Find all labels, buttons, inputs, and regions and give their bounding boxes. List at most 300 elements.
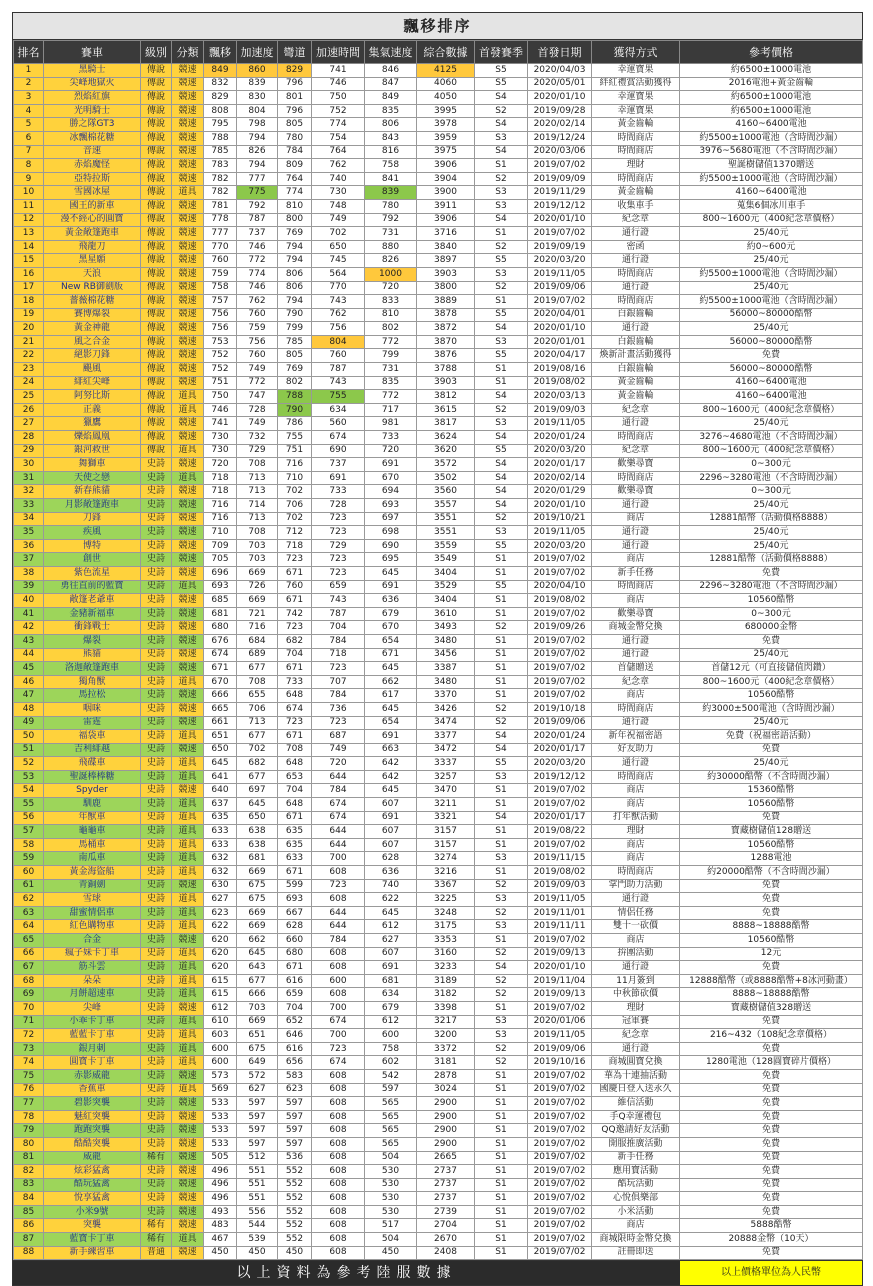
cell-分類: 競速 [172, 1192, 204, 1206]
cell-參考價格: 約6500±1000電池 [680, 91, 863, 105]
cell-加速時間: 644 [312, 920, 365, 934]
cell-級別: 史詩 [141, 852, 172, 866]
cell-綜合數據: 3387 [417, 662, 475, 676]
cell-級別: 史詩 [141, 798, 172, 812]
cell-級別: 傳說 [141, 349, 172, 363]
cell-飄移: 680 [204, 621, 237, 635]
cell-集氣速度: 690 [365, 539, 417, 553]
cell-飄移: 633 [204, 825, 237, 839]
cell-級別: 史詩 [141, 675, 172, 689]
cell-加速度: 681 [237, 852, 278, 866]
cell-賽車: 漫不經心的圓寶 [44, 213, 141, 227]
cell-獲得方式: 商城限時金幣兌換 [592, 1233, 680, 1247]
cell-首發日期: 2019/11/01 [528, 906, 592, 920]
cell-排名: 22 [14, 349, 44, 363]
ranking-sheet [12, 12, 863, 1286]
cell-集氣速度: 693 [365, 499, 417, 513]
cell-集氣速度: 731 [365, 363, 417, 377]
cell-綜合數據: 3456 [417, 648, 475, 662]
cell-級別: 傳說 [141, 159, 172, 173]
cell-賽車: 紫色流星 [44, 566, 141, 580]
cell-集氣速度: 720 [365, 444, 417, 458]
cell-首發賽季: S2 [475, 281, 528, 295]
cell-獲得方式: 維信活動 [592, 1097, 680, 1111]
cell-參考價格: 首儲12元（可直接儲值閃鑽） [680, 662, 863, 676]
cell-飄移: 533 [204, 1137, 237, 1151]
cell-獲得方式: 國慶日登入送永久 [592, 1083, 680, 1097]
cell-分類: 競速 [172, 1219, 204, 1233]
cell-加速時間: 650 [312, 240, 365, 254]
cell-綜合數據: 3398 [417, 1001, 475, 1015]
cell-綜合數據: 3812 [417, 390, 475, 404]
cell-排名: 16 [14, 267, 44, 281]
cell-加速度: 669 [237, 920, 278, 934]
cell-集氣速度: 670 [365, 621, 417, 635]
cell-加速時間: 746 [312, 77, 365, 91]
cell-綜合數據: 2737 [417, 1178, 475, 1192]
cell-飄移: 633 [204, 838, 237, 852]
cell-首發日期: 2020/03/20 [528, 444, 592, 458]
cell-飄移: 620 [204, 947, 237, 961]
cell-集氣速度: 691 [365, 458, 417, 472]
cell-彎道: 809 [278, 159, 312, 173]
cell-加速度: 682 [237, 757, 278, 771]
cell-首發賽季: S1 [475, 798, 528, 812]
cell-參考價格: 25/40元 [680, 526, 863, 540]
cell-首發賽季: S2 [475, 716, 528, 730]
cell-加速度: 713 [237, 512, 278, 526]
cell-首發日期: 2019/07/02 [528, 566, 592, 580]
cell-首發日期: 2020/01/17 [528, 811, 592, 825]
cell-排名: 34 [14, 512, 44, 526]
cell-首發賽季: S1 [475, 594, 528, 608]
cell-首發日期: 2020/04/01 [528, 308, 592, 322]
cell-獲得方式: 華為十連抽活動 [592, 1069, 680, 1083]
cell-級別: 史詩 [141, 512, 172, 526]
cell-綜合數據: 3211 [417, 798, 475, 812]
cell-集氣速度: 636 [365, 594, 417, 608]
cell-集氣速度: 799 [365, 349, 417, 363]
cell-加速度: 732 [237, 431, 278, 445]
cell-分類: 競速 [172, 64, 204, 78]
table-row [14, 227, 863, 241]
cell-級別: 史詩 [141, 648, 172, 662]
cell-綜合數據: 3200 [417, 1029, 475, 1043]
cell-集氣速度: 565 [365, 1124, 417, 1138]
cell-集氣速度: 642 [365, 770, 417, 784]
cell-賽車: 銀河救世 [44, 444, 141, 458]
cell-加速度: 662 [237, 934, 278, 948]
cell-獲得方式: 白銀齒輪 [592, 308, 680, 322]
cell-首發日期: 2019/07/02 [528, 1151, 592, 1165]
cell-綜合數據: 3549 [417, 553, 475, 567]
cell-賽車: 黑星願 [44, 254, 141, 268]
cell-賽車: 飛龍刀 [44, 240, 141, 254]
cell-參考價格: 12881酷幣（活動價格8888） [680, 512, 863, 526]
table-row [14, 648, 863, 662]
table-row [14, 743, 863, 757]
table-row [14, 934, 863, 948]
cell-參考價格: 免費 [680, 1137, 863, 1151]
cell-加速度: 747 [237, 390, 278, 404]
footer [13, 1260, 862, 1285]
cell-級別: 史詩 [141, 634, 172, 648]
table-row [14, 104, 863, 118]
table-row [14, 172, 863, 186]
cell-綜合數據: 3024 [417, 1083, 475, 1097]
cell-排名: 82 [14, 1165, 44, 1179]
cell-加速度: 651 [237, 1029, 278, 1043]
cell-彎道: 742 [278, 607, 312, 621]
cell-參考價格: 3976~5680電池（不含時間沙漏） [680, 145, 863, 159]
cell-賽車: 合金 [44, 934, 141, 948]
cell-加速度: 675 [237, 879, 278, 893]
cell-首發賽季: S1 [475, 159, 528, 173]
cell-分類: 競速 [172, 539, 204, 553]
cell-分類: 道具 [172, 390, 204, 404]
cell-集氣速度: 691 [365, 580, 417, 594]
cell-賽車: 圓寶卡丁車 [44, 1056, 141, 1070]
cell-飄移: 615 [204, 974, 237, 988]
cell-集氣速度: 717 [365, 403, 417, 417]
cell-彎道: 635 [278, 825, 312, 839]
cell-獲得方式: 時間商店 [592, 702, 680, 716]
column-header: 排名 [14, 41, 44, 64]
cell-獲得方式: 通行證 [592, 634, 680, 648]
cell-首發日期: 2020/01/24 [528, 730, 592, 744]
cell-參考價格: 免費（祝福密語活動） [680, 730, 863, 744]
cell-彎道: 552 [278, 1205, 312, 1219]
cell-加速時間: 659 [312, 580, 365, 594]
table-row [14, 689, 863, 703]
cell-綜合數據: 3624 [417, 431, 475, 445]
cell-加速度: 655 [237, 689, 278, 703]
cell-綜合數據: 3975 [417, 145, 475, 159]
cell-參考價格: 25/40元 [680, 648, 863, 662]
cell-參考價格: 56000~80000酷幣 [680, 308, 863, 322]
table-row [14, 553, 863, 567]
cell-飄移: 641 [204, 770, 237, 784]
cell-首發日期: 2020/01/01 [528, 335, 592, 349]
cell-首發賽季: S3 [475, 852, 528, 866]
cell-綜合數據: 3404 [417, 566, 475, 580]
cell-參考價格: 免費 [680, 1246, 863, 1260]
cell-加速度: 804 [237, 104, 278, 118]
cell-分類: 道具 [172, 852, 204, 866]
cell-參考價格: 免費 [680, 743, 863, 757]
table-row [14, 322, 863, 336]
cell-彎道: 760 [278, 580, 312, 594]
table-row [14, 1178, 863, 1192]
cell-分類: 競速 [172, 1069, 204, 1083]
cell-首發賽季: S2 [475, 104, 528, 118]
cell-彎道: 671 [278, 566, 312, 580]
cell-分類: 競速 [172, 431, 204, 445]
cell-綜合數據: 3189 [417, 974, 475, 988]
cell-彎道: 716 [278, 458, 312, 472]
cell-賽車: 馴鹿 [44, 798, 141, 812]
cell-分類: 競速 [172, 553, 204, 567]
cell-獲得方式: 通行證 [592, 648, 680, 662]
cell-加速度: 702 [237, 743, 278, 757]
cell-級別: 史詩 [141, 784, 172, 798]
cell-加速時間: 720 [312, 757, 365, 771]
cell-排名: 64 [14, 920, 44, 934]
cell-加速度: 759 [237, 322, 278, 336]
cell-獲得方式: 商城金幣兌換 [592, 621, 680, 635]
cell-加速時間: 729 [312, 539, 365, 553]
cell-排名: 52 [14, 757, 44, 771]
cell-排名: 20 [14, 322, 44, 336]
cell-級別: 傳說 [141, 417, 172, 431]
cell-級別: 史詩 [141, 825, 172, 839]
cell-集氣速度: 628 [365, 852, 417, 866]
cell-排名: 48 [14, 702, 44, 716]
cell-集氣速度: 662 [365, 675, 417, 689]
cell-級別: 史詩 [141, 893, 172, 907]
cell-賽車: 勝之隊GT3 [44, 118, 141, 132]
table-row [14, 267, 863, 281]
cell-分類: 競速 [172, 526, 204, 540]
cell-排名: 74 [14, 1056, 44, 1070]
cell-獲得方式: 商店 [592, 594, 680, 608]
cell-集氣速度: 697 [365, 512, 417, 526]
cell-參考價格: 25/40元 [680, 227, 863, 241]
cell-集氣速度: 792 [365, 213, 417, 227]
cell-飄移: 770 [204, 240, 237, 254]
cell-獲得方式: 打年獸活動 [592, 811, 680, 825]
cell-彎道: 659 [278, 988, 312, 1002]
cell-加速時間: 755 [312, 390, 365, 404]
cell-首發賽季: S5 [475, 580, 528, 594]
cell-彎道: 648 [278, 757, 312, 771]
cell-加速時間: 608 [312, 1178, 365, 1192]
cell-首發日期: 2019/07/02 [528, 1192, 592, 1206]
cell-排名: 2 [14, 77, 44, 91]
cell-分類: 競速 [172, 458, 204, 472]
cell-集氣速度: 698 [365, 526, 417, 540]
cell-首發日期: 2019/08/16 [528, 363, 592, 377]
cell-分類: 競速 [172, 322, 204, 336]
cell-級別: 史詩 [141, 1069, 172, 1083]
cell-飄移: 676 [204, 634, 237, 648]
cell-排名: 30 [14, 458, 44, 472]
cell-級別: 傳說 [141, 199, 172, 213]
cell-首發日期: 2019/08/02 [528, 594, 592, 608]
cell-賽車: 年獸車 [44, 811, 141, 825]
cell-加速度: 798 [237, 118, 278, 132]
cell-參考價格: 56000~80000酷幣 [680, 363, 863, 377]
cell-參考價格: 免費 [680, 906, 863, 920]
cell-加速度: 597 [237, 1137, 278, 1151]
cell-參考價格: 約6500±1000電池 [680, 64, 863, 78]
table-row [14, 213, 863, 227]
cell-首發日期: 2019/09/09 [528, 172, 592, 186]
cell-集氣速度: 607 [365, 798, 417, 812]
cell-加速度: 551 [237, 1165, 278, 1179]
cell-加速時間: 644 [312, 838, 365, 852]
cell-彎道: 552 [278, 1219, 312, 1233]
cell-加速度: 792 [237, 199, 278, 213]
cell-分類: 道具 [172, 757, 204, 771]
cell-分類: 道具 [172, 1233, 204, 1247]
table-row [14, 1042, 863, 1056]
cell-首發賽季: S2 [475, 621, 528, 635]
cell-級別: 傳說 [141, 295, 172, 309]
cell-賽車: 冰飄棉花糖 [44, 131, 141, 145]
cell-首發賽季: S5 [475, 349, 528, 363]
cell-排名: 37 [14, 553, 44, 567]
cell-飄移: 670 [204, 675, 237, 689]
cell-級別: 史詩 [141, 838, 172, 852]
cell-加速時間: 674 [312, 811, 365, 825]
cell-獲得方式: 中秋節砍價 [592, 988, 680, 1002]
cell-加速度: 706 [237, 702, 278, 716]
cell-排名: 60 [14, 866, 44, 880]
cell-飄移: 781 [204, 199, 237, 213]
cell-排名: 46 [14, 675, 44, 689]
cell-綜合數據: 3472 [417, 743, 475, 757]
table-row [14, 906, 863, 920]
cell-級別: 史詩 [141, 1205, 172, 1219]
cell-加速時間: 748 [312, 199, 365, 213]
cell-分類: 道具 [172, 947, 204, 961]
cell-獲得方式: 時間商店 [592, 131, 680, 145]
table-row [14, 607, 863, 621]
table-row [14, 634, 863, 648]
cell-綜合數據: 3502 [417, 471, 475, 485]
cell-獲得方式: 應用寶活動 [592, 1165, 680, 1179]
cell-加速度: 677 [237, 662, 278, 676]
column-header: 首發賽季 [475, 41, 528, 64]
cell-首發賽季: S4 [475, 458, 528, 472]
cell-參考價格: 免費 [680, 1069, 863, 1083]
cell-綜合數據: 2900 [417, 1137, 475, 1151]
cell-獲得方式: 商店 [592, 784, 680, 798]
cell-首發賽季: S2 [475, 974, 528, 988]
cell-級別: 史詩 [141, 1056, 172, 1070]
cell-首發日期: 2019/07/02 [528, 1165, 592, 1179]
cell-獲得方式: 白銀齒輪 [592, 335, 680, 349]
cell-加速時間: 752 [312, 104, 365, 118]
cell-彎道: 583 [278, 1069, 312, 1083]
cell-加速時間: 737 [312, 458, 365, 472]
cell-獲得方式: 拚團活動 [592, 947, 680, 961]
cell-獲得方式: 通行證 [592, 961, 680, 975]
cell-綜合數據: 3216 [417, 866, 475, 880]
cell-級別: 史詩 [141, 947, 172, 961]
cell-綜合數據: 2878 [417, 1069, 475, 1083]
cell-加速時間: 787 [312, 363, 365, 377]
cell-排名: 76 [14, 1083, 44, 1097]
cell-彎道: 774 [278, 186, 312, 200]
cell-賽車: 刀鋒 [44, 512, 141, 526]
cell-首發賽季: S1 [475, 1178, 528, 1192]
cell-集氣速度: 654 [365, 716, 417, 730]
cell-獲得方式: 歡樂尋寶 [592, 458, 680, 472]
cell-參考價格: 56000~80000酷幣 [680, 335, 863, 349]
cell-彎道: 718 [278, 539, 312, 553]
cell-飄移: 467 [204, 1233, 237, 1247]
cell-首發賽季: S1 [475, 1069, 528, 1083]
cell-獲得方式: 時間商店 [592, 770, 680, 784]
cell-綜合數據: 2900 [417, 1124, 475, 1138]
cell-加速度: 826 [237, 145, 278, 159]
cell-加速時間: 723 [312, 716, 365, 730]
cell-飄移: 640 [204, 784, 237, 798]
table-row [14, 961, 863, 975]
cell-排名: 70 [14, 1001, 44, 1015]
table-row [14, 1083, 863, 1097]
cell-綜合數據: 2737 [417, 1165, 475, 1179]
cell-參考價格: 寶藏樹儲值128贈送 [680, 825, 863, 839]
cell-綜合數據: 3367 [417, 879, 475, 893]
cell-排名: 43 [14, 634, 44, 648]
cell-分類: 競速 [172, 607, 204, 621]
cell-首發賽季: S1 [475, 1137, 528, 1151]
cell-飄移: 630 [204, 879, 237, 893]
cell-首發日期: 2019/08/02 [528, 376, 592, 390]
cell-飄移: 705 [204, 553, 237, 567]
cell-綜合數據: 3557 [417, 499, 475, 513]
cell-參考價格: 約5500±1000電池（含時間沙漏） [680, 267, 863, 281]
cell-集氣速度: 607 [365, 838, 417, 852]
cell-級別: 史詩 [141, 1097, 172, 1111]
table-row [14, 1205, 863, 1219]
cell-級別: 稀有 [141, 1233, 172, 1247]
cell-賽車: 天使之戀 [44, 471, 141, 485]
cell-飄移: 627 [204, 893, 237, 907]
cell-集氣速度: 597 [365, 1083, 417, 1097]
cell-飄移: 533 [204, 1110, 237, 1124]
cell-首發賽季: S1 [475, 1097, 528, 1111]
cell-首發賽季: S4 [475, 390, 528, 404]
table-row [14, 621, 863, 635]
cell-賽車: 爍焰鳳凰 [44, 431, 141, 445]
cell-飄移: 620 [204, 961, 237, 975]
cell-排名: 51 [14, 743, 44, 757]
cell-賽車: 南瓜車 [44, 852, 141, 866]
cell-級別: 史詩 [141, 499, 172, 513]
cell-分類: 競速 [172, 91, 204, 105]
cell-飄移: 505 [204, 1151, 237, 1165]
cell-首發日期: 2020/04/03 [528, 64, 592, 78]
cell-加速時間: 770 [312, 281, 365, 295]
cell-參考價格: 216~432（108紀念章價格） [680, 1029, 863, 1043]
cell-加速度: 703 [237, 1001, 278, 1015]
table-header-row [14, 41, 863, 64]
cell-獲得方式: 通行證 [592, 322, 680, 336]
cell-賽車: 金豬新福車 [44, 607, 141, 621]
cell-集氣速度: 740 [365, 879, 417, 893]
cell-參考價格: 免費 [680, 1097, 863, 1111]
cell-加速時間: 723 [312, 1042, 365, 1056]
cell-集氣速度: 645 [365, 784, 417, 798]
cell-首發賽季: S4 [475, 730, 528, 744]
cell-獲得方式: 通行證 [592, 539, 680, 553]
cell-分類: 競速 [172, 1246, 204, 1260]
cell-首發賽季: S2 [475, 1042, 528, 1056]
cell-加速時間: 674 [312, 1015, 365, 1029]
cell-賽車: 藍寶卡丁車 [44, 1233, 141, 1247]
cell-排名: 83 [14, 1178, 44, 1192]
cell-綜合數據: 3840 [417, 240, 475, 254]
cell-參考價格: 25/40元 [680, 716, 863, 730]
cell-級別: 傳說 [141, 77, 172, 91]
cell-加速度: 677 [237, 974, 278, 988]
cell-集氣速度: 679 [365, 1001, 417, 1015]
cell-彎道: 671 [278, 866, 312, 880]
